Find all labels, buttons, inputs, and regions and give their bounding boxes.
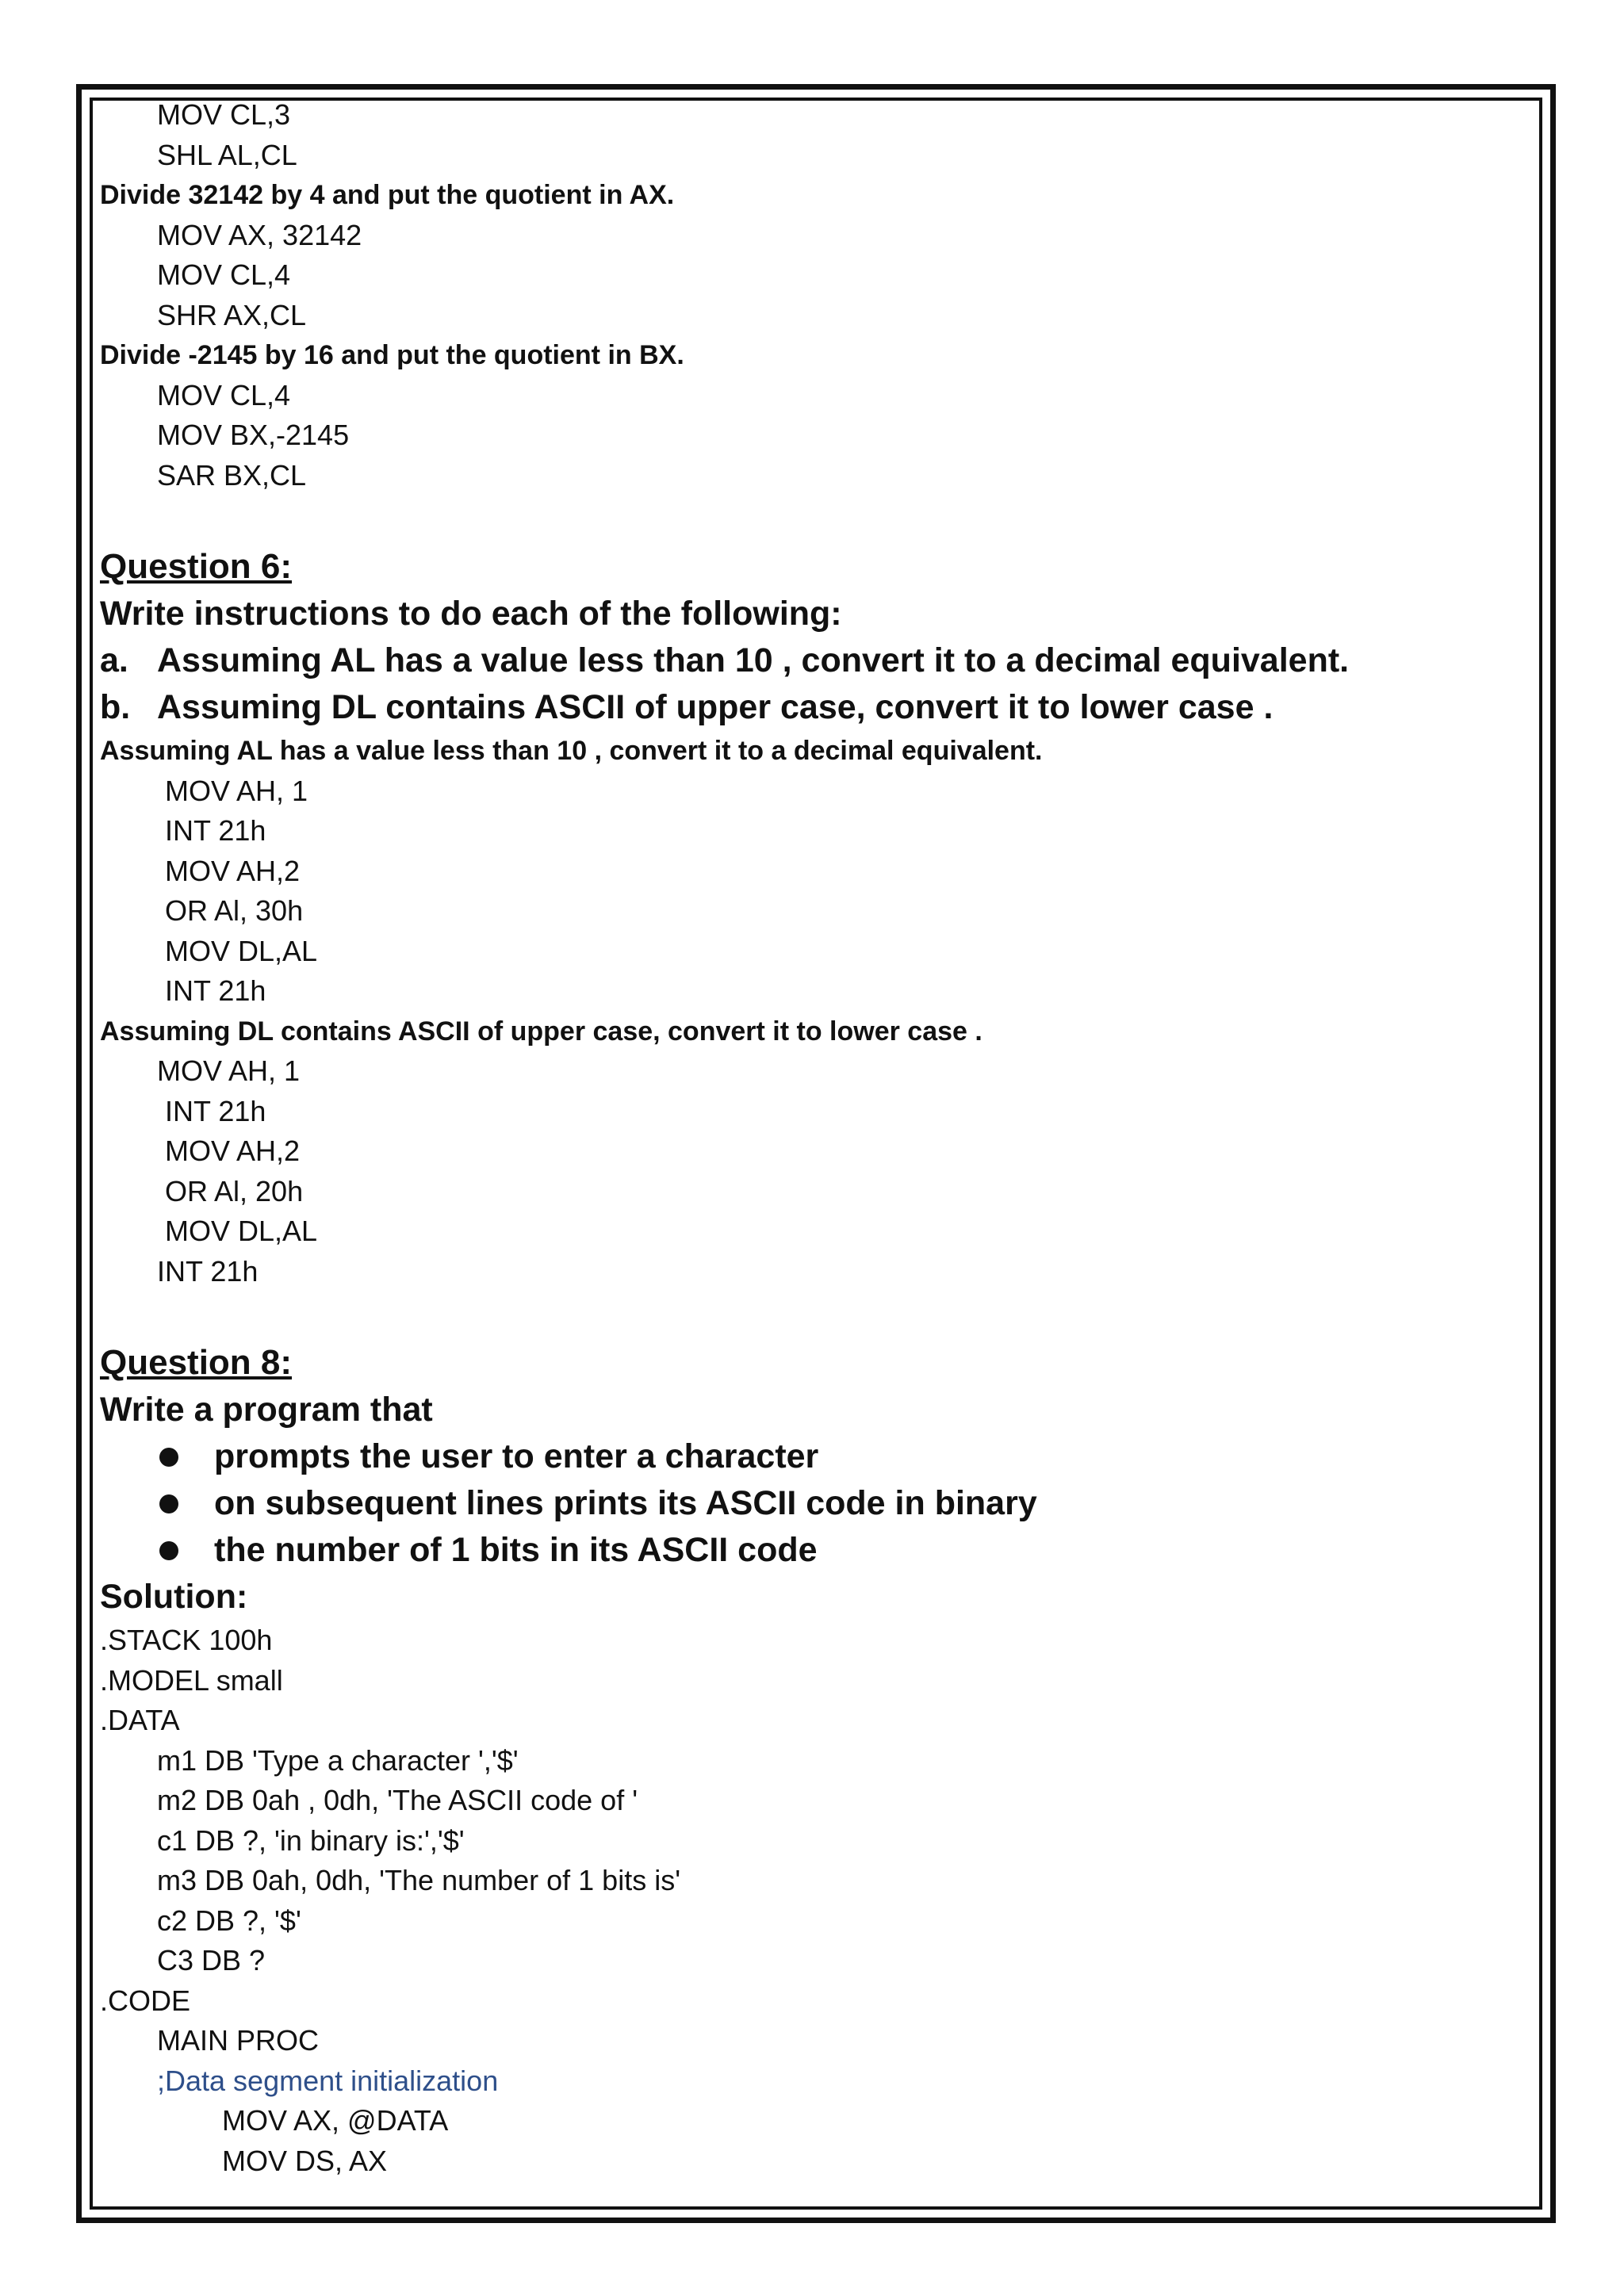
question-8-title: Question 8:	[100, 1343, 293, 1382]
code-line: MOV AH, 1	[165, 774, 308, 807]
question-6-title: Question 6:	[100, 547, 293, 586]
code-line: MOV CL,3	[157, 98, 291, 131]
bullet-item	[100, 1433, 1519, 1480]
question-8-prompt: Write a program that	[100, 1391, 433, 1429]
code-line: MOV CL,4	[157, 258, 291, 291]
code-line: INT 21h	[165, 814, 266, 847]
document-content	[100, 95, 1519, 2181]
code-line: MOV CL,4	[157, 378, 291, 411]
item-text: Assuming AL has a value less than 10 , convert it to a decimal equivalent.	[157, 641, 1350, 679]
question-6-prompt: Write instructions to do each of the following:	[100, 595, 842, 633]
code-line: SHL AL,CL	[157, 138, 297, 171]
code-line: .CODE	[100, 1984, 191, 2017]
bullet-dot-icon	[159, 1541, 178, 1560]
bullet-dot-icon	[159, 1448, 178, 1467]
code-line: .DATA	[100, 1704, 180, 1736]
code-line: m1 DB 'Type a character ','$'	[157, 1743, 519, 1777]
code-line: c1 DB ?, 'in binary is:','$'	[157, 1823, 465, 1857]
bullet-item	[100, 1527, 1519, 1574]
solution-heading: Solution:	[100, 1578, 248, 1616]
spacer	[100, 496, 1519, 543]
code-line: MOV AH,2	[165, 854, 301, 887]
code-line: SAR BX,CL	[157, 458, 307, 492]
code-line: .STACK 100h	[100, 1624, 273, 1656]
code-line: OR Al, 30h	[165, 894, 304, 927]
code-line: MOV DL,AL	[165, 1215, 318, 1247]
question-6-item-b	[100, 684, 1519, 731]
code-line: MOV AH,2	[165, 1135, 301, 1167]
bullet-text: on subsequent lines prints its ASCII code in binary	[214, 1484, 1037, 1522]
code-line: INT 21h	[157, 1254, 259, 1288]
code-comment: ;Data segment initialization	[157, 2064, 499, 2097]
item-letter: a.	[100, 641, 128, 679]
code-line: SHR AX,CL	[157, 298, 307, 331]
subheading: Divide 32142 by 4 and put the quotient in AX.	[100, 180, 675, 210]
subheading: Divide -2145 by 16 and put the quotient in BX.	[100, 340, 684, 370]
subheading: Assuming DL contains ASCII of upper case, convert it to lower case .	[100, 1016, 982, 1047]
spacer	[100, 1292, 1519, 1339]
item-letter: b.	[100, 688, 131, 726]
question-6-item-a	[100, 637, 1519, 684]
code-line: c2 DB ?, '$'	[157, 1904, 301, 1937]
subheading: Assuming AL has a value less than 10 , convert it to a decimal equivalent.	[100, 736, 1043, 766]
code-line: MOV AH, 1	[157, 1054, 301, 1087]
code-line: MAIN PROC	[157, 2024, 320, 2057]
code-line: MOV AX, 32142	[157, 218, 362, 251]
code-line: .MODEL small	[100, 1663, 283, 1697]
code-line: INT 21h	[165, 1094, 266, 1127]
code-line: MOV BX,-2145	[157, 419, 350, 451]
bullet-item	[100, 1480, 1519, 1527]
code-line: MOV DS, AX	[222, 2144, 388, 2177]
code-line: MOV DL,AL	[165, 934, 318, 967]
bullet-text: prompts the user to enter a character	[214, 1437, 819, 1475]
code-line: m3 DB 0ah, 0dh, 'The number of 1 bits is'	[157, 1864, 681, 1896]
code-line: m2 DB 0ah , 0dh, 'The ASCII code of '	[157, 1784, 638, 1816]
item-text: Assuming DL contains ASCII of upper case, convert it to lower case .	[157, 688, 1274, 726]
code-line: C3 DB ?	[157, 1944, 266, 1976]
code-line: INT 21h	[165, 974, 266, 1007]
bullet-dot-icon	[159, 1494, 178, 1513]
code-line: OR Al, 20h	[165, 1174, 304, 1207]
bullet-text: the number of 1 bits in its ASCII code	[214, 1531, 818, 1569]
code-line: MOV AX, @DATA	[222, 2104, 449, 2137]
